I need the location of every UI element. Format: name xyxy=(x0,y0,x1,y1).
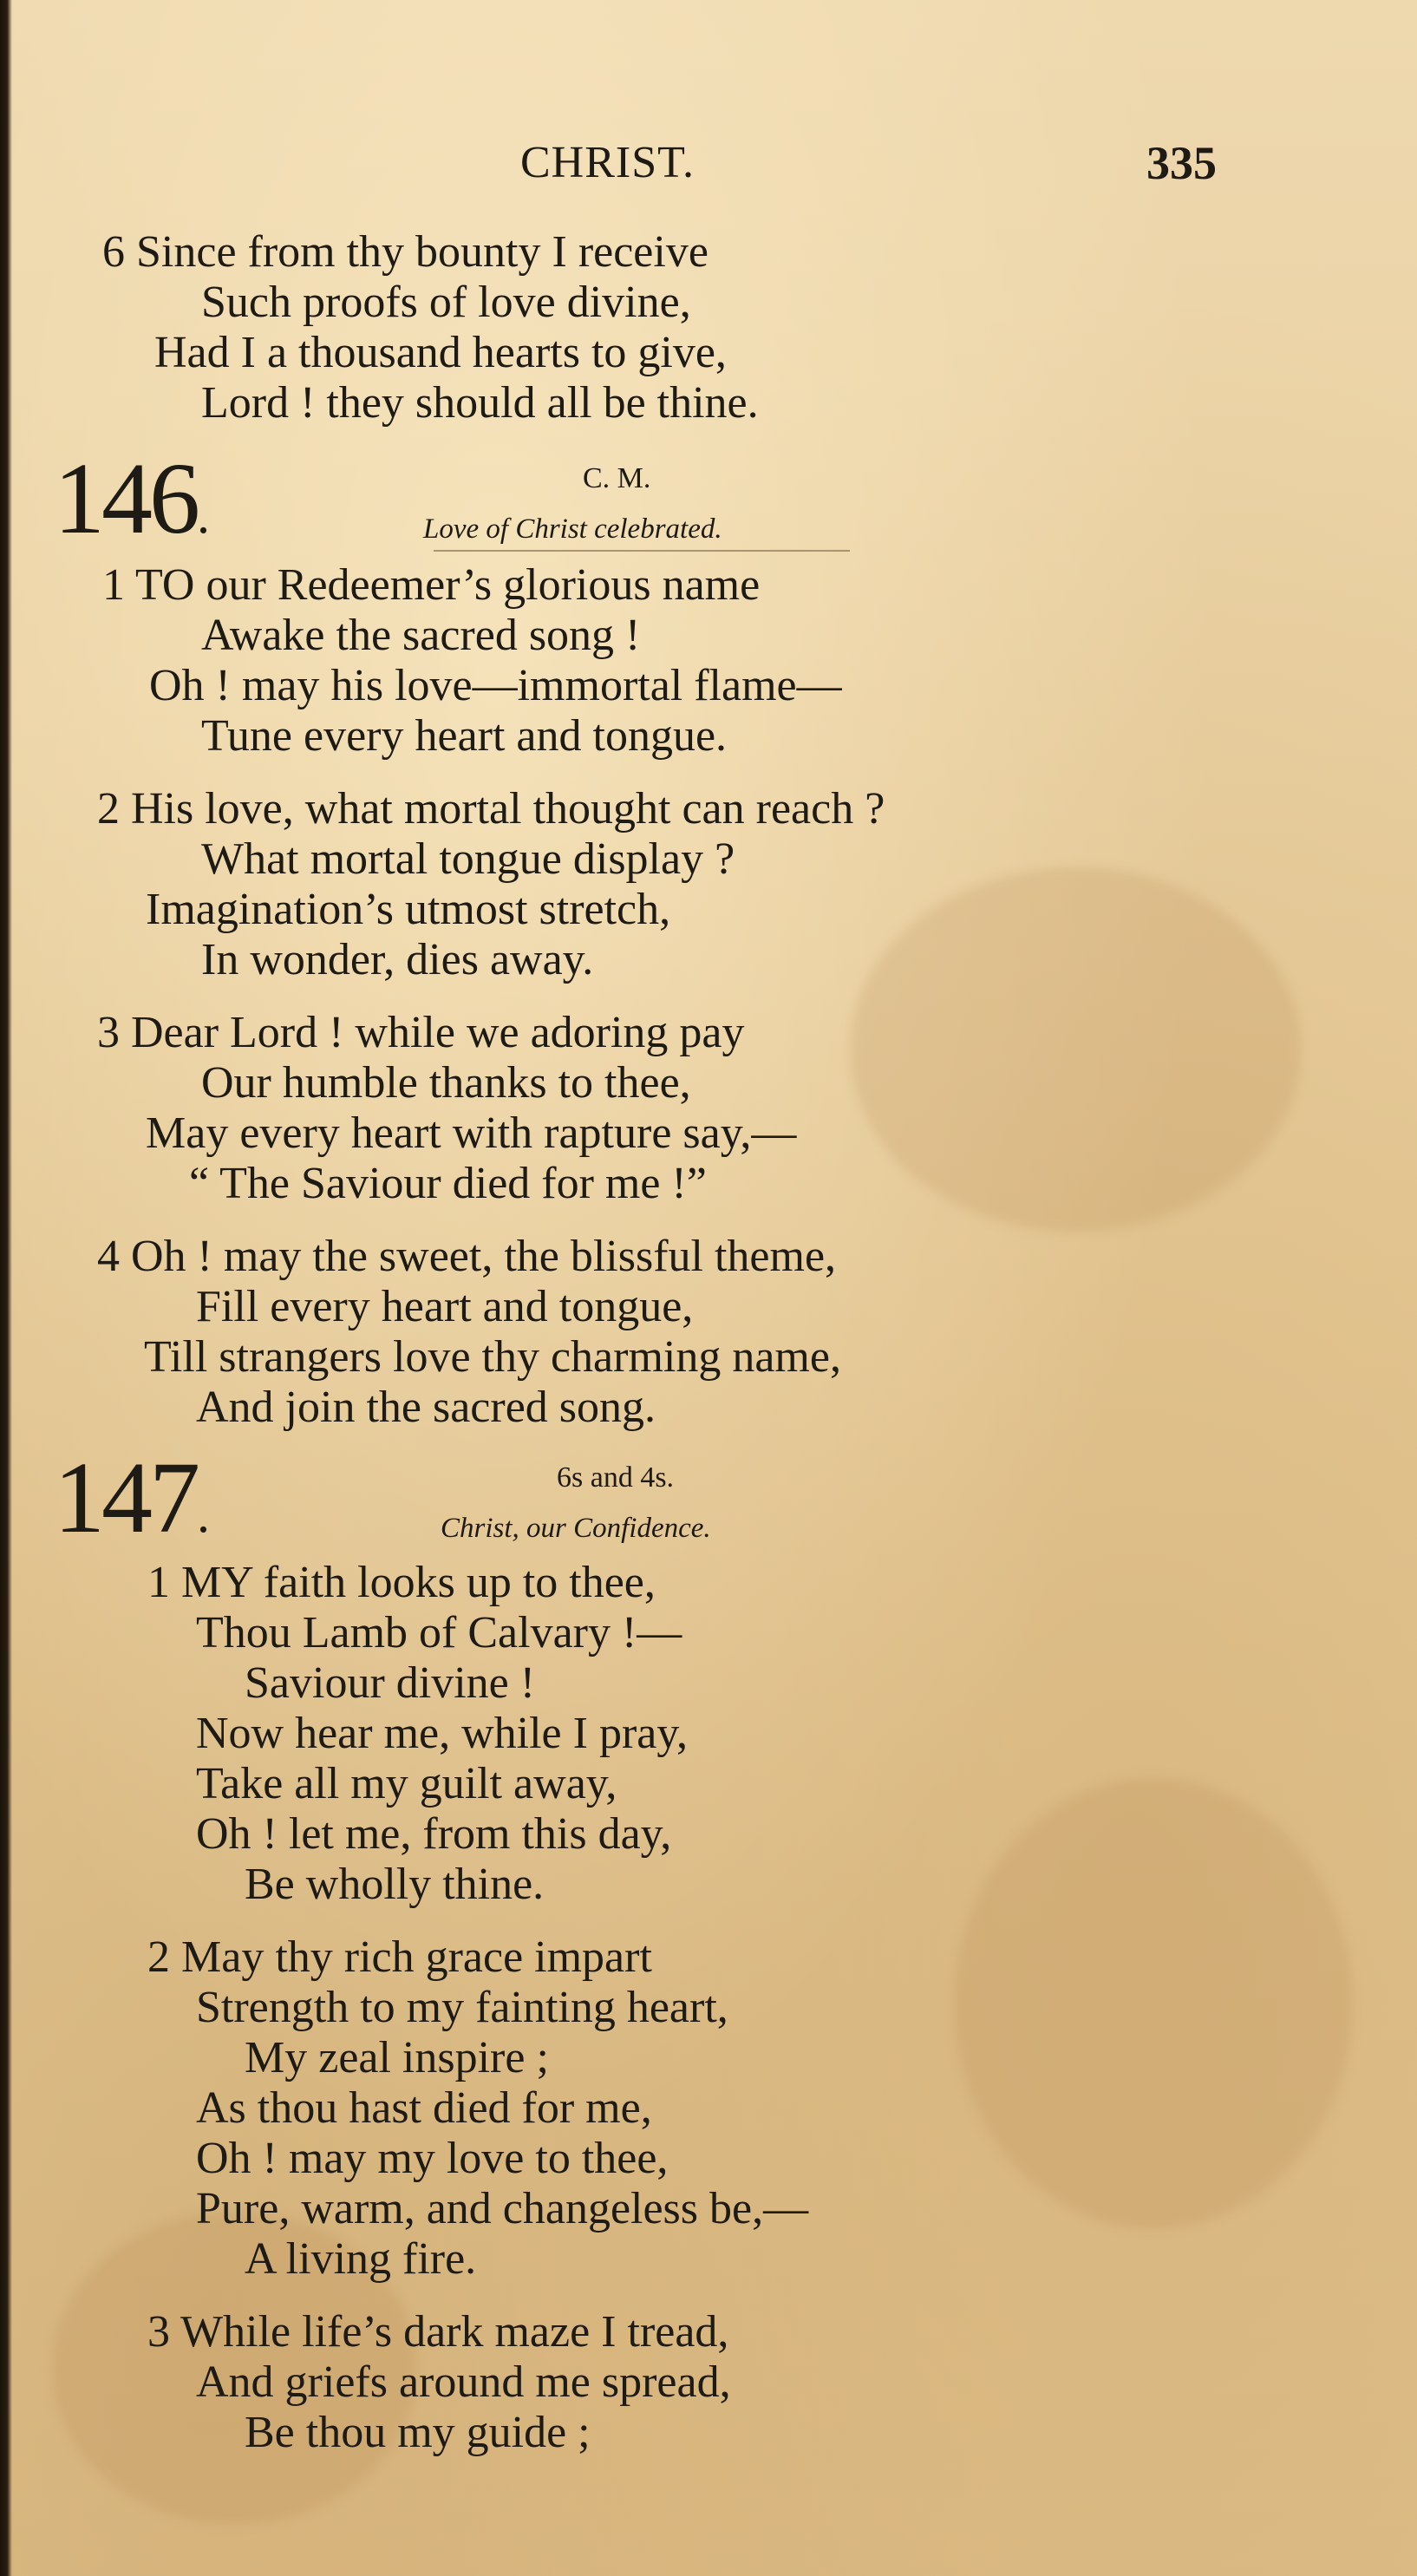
verse-line: 4 Oh ! may the sweet, the blissful theme, xyxy=(97,1232,837,1281)
verse-line: Take all my guilt away, xyxy=(196,1759,617,1808)
hymn-number-digits: 147 xyxy=(54,1441,197,1554)
verse-line: 2 His love, what mortal thought can reach ? xyxy=(97,784,885,834)
verse-line: Imagination’s utmost stretch, xyxy=(146,885,671,934)
hymn-number-dot: . xyxy=(197,1486,210,1543)
verse-line: Awake the sacred song ! xyxy=(201,611,641,660)
verse-line: Our humble thanks to thee, xyxy=(201,1058,691,1108)
verse-line: And join the sacred song. xyxy=(196,1383,656,1432)
hymn-number-digits: 146 xyxy=(54,441,197,555)
verse-line: Tune every heart and tongue. xyxy=(201,711,728,761)
verse-line: Pure, warm, and changeless be,— xyxy=(196,2184,809,2233)
verse-line: Be wholly thine. xyxy=(245,1860,545,1909)
verse-line: Lord ! they should all be thine. xyxy=(201,378,759,428)
page-number: 335 xyxy=(1146,137,1217,189)
verse-line: May every heart with rapture say,— xyxy=(146,1108,797,1158)
page-binding-edge xyxy=(0,0,12,2576)
verse-line: Now hear me, while I pray, xyxy=(196,1709,688,1758)
hymn-title: Love of Christ celebrated. xyxy=(423,513,722,545)
verse-line: Thou Lamb of Calvary !— xyxy=(196,1608,682,1657)
verse-line: 6 Since from thy bounty I receive xyxy=(102,227,708,277)
verse-line: Such proofs of love divine, xyxy=(201,278,691,327)
paper-stain xyxy=(850,867,1301,1232)
paper-stain xyxy=(954,1778,1353,2229)
verse-line: Be thou my guide ; xyxy=(245,2408,591,2457)
verse-line: As thou hast died for me, xyxy=(196,2083,652,2133)
hymn-meter: 6s and 4s. xyxy=(557,1461,675,1494)
verse-line: And griefs around me spread, xyxy=(196,2357,731,2407)
verse-line: 1 MY faith looks up to thee, xyxy=(147,1558,656,1607)
verse-line: Had I a thousand hearts to give, xyxy=(154,328,727,377)
verse-line: My zeal inspire ; xyxy=(245,2033,549,2082)
verse-line: Oh ! let me, from this day, xyxy=(196,1809,672,1859)
verse-line: In wonder, dies away. xyxy=(201,935,594,984)
verse-line: “ The Saviour died for me !” xyxy=(189,1159,707,1208)
title-rule xyxy=(434,550,850,552)
hymn-number xyxy=(54,1441,210,1562)
verse-line: Oh ! may my love to thee, xyxy=(196,2134,669,2183)
verse-line: What mortal tongue display ? xyxy=(201,834,735,884)
verse-line: 1 TO our Redeemer’s glorious name xyxy=(102,560,761,610)
verse-line: 3 While life’s dark maze I tread, xyxy=(147,2307,729,2357)
verse-line: Fill every heart and tongue, xyxy=(196,1282,694,1331)
running-head: CHRIST. xyxy=(520,138,695,187)
verse-line: Till strangers love thy charming name, xyxy=(144,1332,841,1382)
hymn-number-dot: . xyxy=(197,487,210,544)
verse-line: 2 May thy rich grace impart xyxy=(147,1932,652,1982)
hymn-meter: C. M. xyxy=(583,462,651,494)
verse-line: Oh ! may his love—immortal flame— xyxy=(149,661,842,710)
verse-line: Strength to my fainting heart, xyxy=(196,1983,728,2032)
verse-line: Saviour divine ! xyxy=(245,1658,536,1708)
hymn-number xyxy=(54,441,210,563)
verse-line: A living fire. xyxy=(245,2234,477,2284)
hymn-title: Christ, our Confidence. xyxy=(441,1513,711,1544)
verse-line: 3 Dear Lord ! while we adoring pay xyxy=(97,1008,745,1057)
